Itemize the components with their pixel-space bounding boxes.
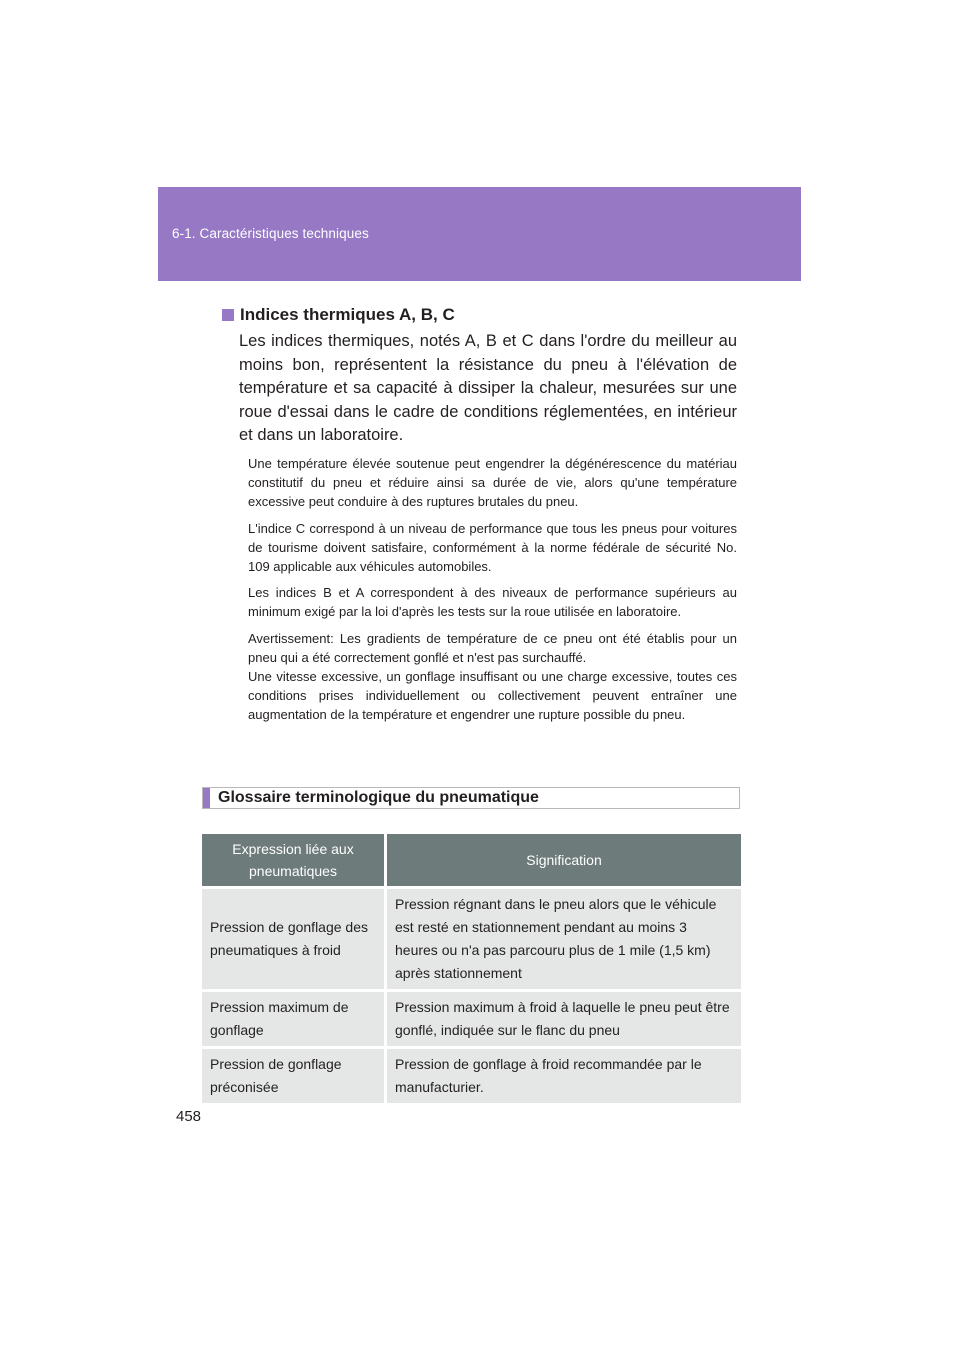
page-number: 458 [176,1108,202,1125]
glossary-title: Glossaire terminologique du pneumatique [218,789,539,806]
meaning-cell: Pression maximum à froid à laquelle le pneu peut être gonflé, indiquée sur le flanc du pneu [386,991,742,1048]
meaning-cell: Pression régnant dans le pneu alors que le véhicule est resté en stationnement pendant au moins 3 heures ou n'a pas parcouru plus de 1 mile (1,5 km) après stationnement [386,888,742,991]
table-header-row [202,834,741,888]
note-paragraph: L'indice C correspond à un niveau de performance que tous les pneus pour voitures de tourisme doivent satisfaire, conformément à la norme fédérale de sécurité No. 109 applicable aux véhicules automobiles. [248,520,737,575]
term-cell: Pression de gonflage des pneumatiques à froid [202,888,386,991]
table-row [202,991,741,1048]
term-cell: Pression maximum de gonflage [202,991,386,1048]
table-row [202,1048,741,1104]
heading-accent-bar [203,788,210,808]
table-row [202,888,741,991]
warning-paragraph: Avertissement: Les gradients de température de ce pneu ont été établis pour un pneu qui a été correctement gonflé et n'est pas surchauffé. [248,630,737,665]
meaning-cell: Pression de gonflage à froid recommandée par le manufacturier. [386,1048,742,1104]
square-bullet-icon [222,309,234,321]
glossary-heading [202,787,740,809]
term-cell: Pression de gonflage préconisée [202,1048,386,1104]
glossary-table [202,834,741,1103]
chapter-section-title: 6-1. Caractéristiques techniques [172,226,369,241]
note-paragraph: Une température élevée soutenue peut engendrer la dégénérescence du matériau constitutif du pneu et réduire ainsi sa durée de vie, alors qu'une température excessive peut conduire à des ruptures brutales du pneu. [248,456,737,510]
column-header-term: Expression liée aux pneumatiques [202,834,386,888]
column-header-meaning: Signification [386,834,742,888]
warning-continued-paragraph: Une vitesse excessive, un gonflage insuffisant ou une charge excessive, toutes ces conditions prises individuellement ou collectivement peuvent entraîner une augmentation de la température et engendrer une rupture possible du pneu. [248,669,737,723]
notes-block [248,454,737,732]
note-paragraph: Les indices B et A correspondent à des niveaux de performance supérieurs au minimum exigé par la loi d'après les tests sur la roue utilisée en laboratoire. [248,585,737,620]
intro-paragraph: Les indices thermiques, notés A, B et C dans l'ordre du meilleur au moins bon, représentent la résistance du pneu à l'élévation de température et sa capacité à dissiper la chaleur, mesurées sur une roue d'essai dans le cadre de conditions réglementées, en intérieur et dans un laboratoire. [239,332,737,444]
subsection-heading [222,304,455,326]
chapter-header-band [158,187,801,281]
subsection-title: Indices thermiques A, B, C [240,305,455,324]
